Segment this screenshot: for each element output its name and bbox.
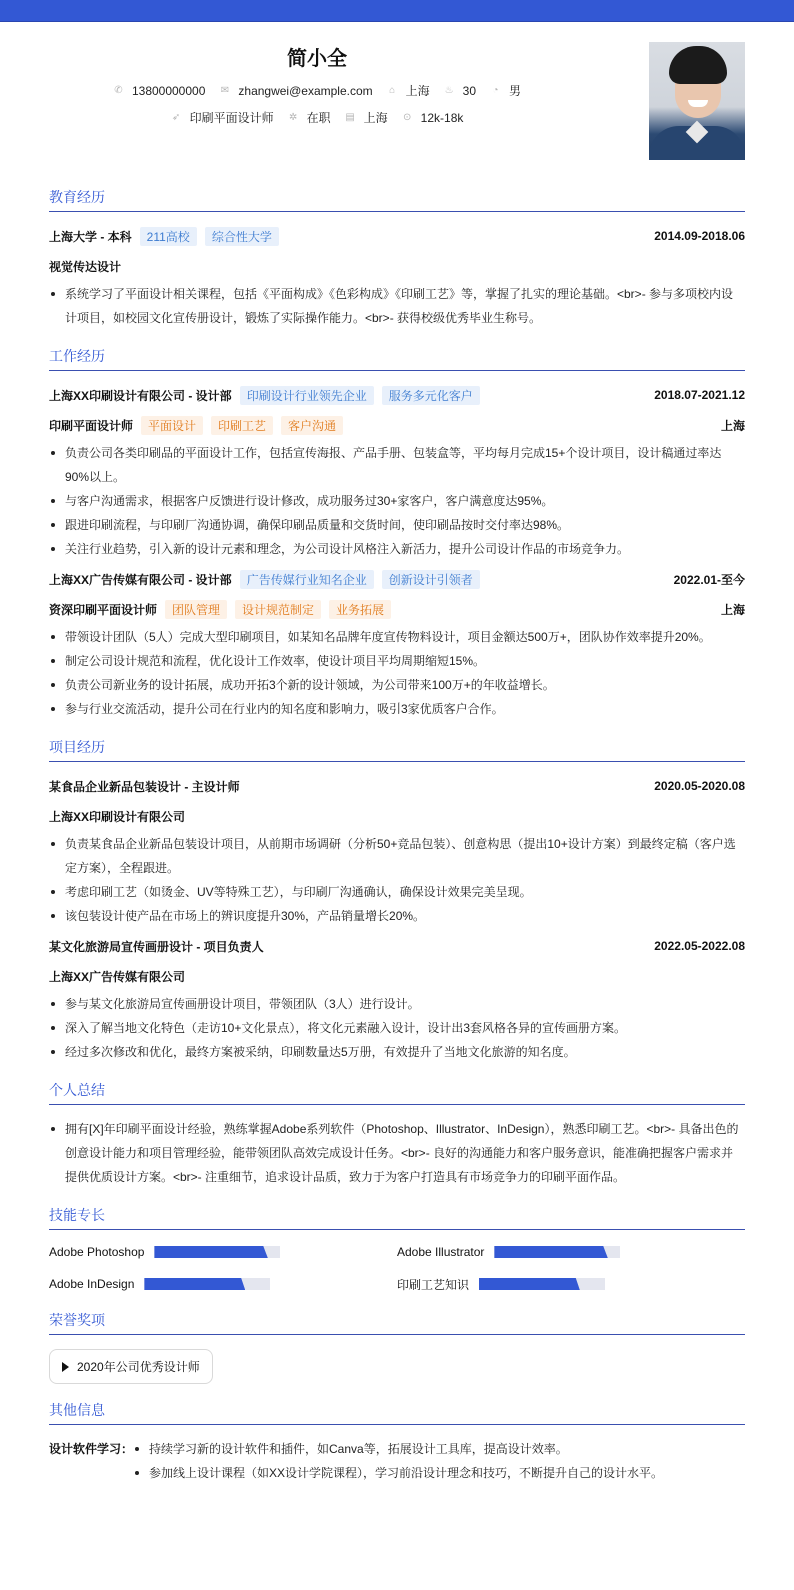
- skill-bar: [154, 1246, 280, 1258]
- skill-bar-fill: [479, 1278, 580, 1290]
- summary-section: [49, 1080, 745, 1189]
- project-company: 上海XX广告传媒有限公司: [49, 969, 186, 984]
- education-major-row: [49, 254, 745, 278]
- position-tag: 印刷工艺: [211, 416, 273, 435]
- building-icon: ▤: [345, 112, 355, 123]
- top-accent-bar: [0, 0, 794, 22]
- work-bullets: [49, 625, 745, 721]
- phone-icon: ✆: [114, 85, 123, 96]
- skill-bar: [479, 1278, 605, 1290]
- work-company-row: [49, 383, 745, 407]
- project-company: 上海XX印刷设计有限公司: [49, 809, 186, 824]
- skill-name: Adobe Illustrator: [397, 1245, 485, 1259]
- section-title-work: 工作经历: [49, 346, 745, 371]
- list-item: 该包装设计使产品在市场上的辨识度提升30%，产品销量增长20%。: [49, 904, 745, 928]
- project-name-row: [49, 774, 745, 798]
- skill-bar: [144, 1278, 270, 1290]
- position-tag: 团队管理: [165, 600, 227, 619]
- list-item: 拥有[X]年印刷平面设计经验，熟练掌握Adobe系列软件（Photoshop、Illustrator、InDesign），熟悉印刷工艺。<br>- 具备出色的创意设计能力和项目管理经验，能带领团队高效完成设计任务。<br>- 良好的沟通能力和客户服务意识，能准确把握客户需求并提供优质设计方案。<br>- 注重细节，追求设计品质，致力于为客户打造具有市场竞争力的印刷平面作品。: [49, 1117, 745, 1189]
- company-tag: 服务多元化客户: [382, 386, 480, 405]
- award-item[interactable]: [49, 1349, 213, 1384]
- contact-row: [49, 82, 585, 99]
- skill-item: [49, 1242, 397, 1262]
- avatar-photo: [649, 42, 745, 160]
- status-value: 在职: [306, 111, 331, 125]
- list-item: 带领设计团队（5人）完成大型印刷项目，如某知名品牌年度宣传物料设计，项目金额达500万+，团队协作效率提升20%。: [49, 625, 745, 649]
- section-title-other: 其他信息: [49, 1400, 745, 1425]
- skill-item: [397, 1242, 745, 1262]
- project-entry: [49, 934, 745, 1064]
- work-position-row: [49, 413, 745, 437]
- company-tag: 印刷设计行业领先企业: [240, 386, 374, 405]
- list-item: 关注行业趋势，引入新的设计元素和理念，为公司设计风格注入新活力，提升公司设计作品的市场竞争力。: [49, 537, 745, 561]
- contact-city: [387, 82, 430, 99]
- skills-grid: [49, 1242, 745, 1294]
- section-title-projects: 项目经历: [49, 737, 745, 762]
- major-name: 视觉传达设计: [49, 259, 122, 274]
- other-info-row: [49, 1437, 745, 1485]
- award-label: 2020年公司优秀设计师: [77, 1360, 200, 1374]
- work-entry: [49, 567, 745, 721]
- send-icon: ➶: [171, 112, 181, 123]
- resume-header: [49, 22, 745, 187]
- triangle-right-icon: [62, 1362, 69, 1372]
- project-date: 2022.05-2022.08: [654, 939, 745, 953]
- work-company-row: [49, 567, 745, 591]
- project-name: 某文化旅游局宣传画册设计 - 项目负责人: [49, 939, 264, 954]
- list-item: 与客户沟通需求，根据客户反馈进行设计修改，成功服务过30+家客户，客户满意度达95%。: [49, 489, 745, 513]
- projects-section: [49, 737, 745, 1064]
- list-item: 参与某文化旅游局宣传画册设计项目，带领团队（3人）进行设计。: [49, 992, 745, 1016]
- project-company-row: [49, 804, 745, 828]
- position-name: 资深印刷平面设计师: [49, 602, 158, 617]
- company-name: 上海XX印刷设计有限公司 - 设计部: [49, 388, 232, 403]
- contact-email: [219, 84, 372, 98]
- job-intent-row: [49, 109, 585, 126]
- intent-status: [288, 109, 331, 126]
- skill-item: [397, 1274, 745, 1294]
- other-section: [49, 1400, 745, 1485]
- position-tag: 业务拓展: [329, 600, 391, 619]
- city-value: 上海: [405, 84, 430, 98]
- cake-icon: ♨: [444, 85, 454, 96]
- list-item: 深入了解当地文化特色（走访10+文化景点），将文化元素融入设计，设计出3套风格各异的宣传画册方案。: [49, 1016, 745, 1040]
- list-item: 负责公司新业务的设计拓展，成功开拓3个新的设计领域，为公司带来100万+的年收益增长。: [49, 673, 745, 697]
- summary-bullets: [49, 1117, 745, 1189]
- project-name: 某食品企业新品包装设计 - 主设计师: [49, 779, 240, 794]
- work-location: 上海: [720, 418, 745, 433]
- status-icon: ✲: [288, 112, 298, 123]
- awards-section: [49, 1310, 745, 1384]
- list-item: 跟进印刷流程，与印刷厂沟通协调，确保印刷品质量和交货时间，使印刷品按时交付率达98%。: [49, 513, 745, 537]
- list-item: 制定公司设计规范和流程，优化设计工作效率，使设计项目平均周期缩短15%。: [49, 649, 745, 673]
- project-date: 2020.05-2020.08: [654, 779, 745, 793]
- candidate-name: 简小全: [287, 48, 347, 70]
- school-tag: 综合性大学: [205, 227, 279, 246]
- list-item: 负责某食品企业新品包装设计项目，从前期市场调研（分析50+竞品包装）、创意构思（提出10+设计方案）到最终定稿（客户选定方案），全程跟进。: [49, 832, 745, 880]
- email-value: zhangwei@example.com: [238, 83, 373, 98]
- skill-bar: [494, 1246, 620, 1258]
- salary-icon: ⊙: [402, 112, 412, 123]
- section-title-summary: 个人总结: [49, 1080, 745, 1105]
- school-name: 上海大学 - 本科: [49, 229, 132, 244]
- education-school-row: [49, 224, 745, 248]
- work-date: 2022.01-至今: [673, 572, 745, 587]
- education-bullets: [49, 282, 745, 330]
- skill-name: 印刷工艺知识: [397, 1277, 470, 1292]
- work-bullets: [49, 441, 745, 561]
- position-tag: 客户沟通: [281, 416, 343, 435]
- work-entry: [49, 383, 745, 561]
- company-tag: 创新设计引领者: [382, 570, 480, 589]
- position-tag: 平面设计: [141, 416, 203, 435]
- list-item: 系统学习了平面设计相关课程，包括《平面构成》《色彩构成》《印刷工艺》等，掌握了扎实的理论基础。<br>- 参与多项校内设计项目，如校园文化宣传册设计，锻炼了实际操作能力。<br>- 获得校级优秀毕业生称号。: [49, 282, 745, 330]
- project-name-row: [49, 934, 745, 958]
- education-date: 2014.09-2018.06: [654, 229, 745, 243]
- intent-city-value: 上海: [363, 111, 388, 125]
- list-item: 参与行业交流活动，提升公司在行业内的知名度和影响力，吸引3家优质客户合作。: [49, 697, 745, 721]
- position-tag: 设计规范制定: [235, 600, 321, 619]
- work-section: [49, 346, 745, 721]
- phone-value: 13800000000: [131, 83, 206, 98]
- home-icon: ⌂: [389, 85, 396, 96]
- work-position-row: [49, 597, 745, 621]
- school-tag: 211高校: [140, 227, 197, 246]
- position-name: 印刷平面设计师: [49, 418, 134, 433]
- skill-name: Adobe InDesign: [49, 1277, 135, 1291]
- project-bullets: [49, 992, 745, 1064]
- section-title-education: 教育经历: [49, 187, 745, 212]
- skill-bar-fill: [154, 1246, 267, 1258]
- resume-page: [0, 22, 794, 1509]
- list-item: 参加线上设计课程（如XX设计学院课程），学习前沿设计理念和技巧，不断提升自己的设计水平。: [133, 1461, 663, 1485]
- contact-age: [444, 84, 476, 98]
- intent-city: [345, 109, 388, 126]
- list-item: 考虑印刷工艺（如烫金、UV等特殊工艺），与印刷厂沟通确认，确保设计效果完美呈现。: [49, 880, 745, 904]
- project-entry: [49, 774, 745, 928]
- section-title-awards: 荣誉奖项: [49, 1310, 745, 1335]
- intent-salary: [402, 111, 464, 125]
- work-date: 2018.07-2021.12: [654, 388, 745, 402]
- company-name: 上海XX广告传媒有限公司 - 设计部: [49, 572, 232, 587]
- gender-icon: ◔: [492, 85, 499, 96]
- education-section: [49, 187, 745, 330]
- project-company-row: [49, 964, 745, 988]
- contact-phone: [113, 84, 205, 98]
- intent-position: [171, 109, 274, 126]
- skill-item: [49, 1274, 397, 1294]
- contact-gender: [490, 82, 521, 99]
- list-item: 经过多次修改和优化，最终方案被采纳，印刷数量达5万册，有效提升了当地文化旅游的知名度。: [49, 1040, 745, 1064]
- mail-icon: ✉: [220, 85, 230, 96]
- age-value: 30: [462, 83, 477, 98]
- photo-hair: [669, 46, 727, 84]
- skill-name: Adobe Photoshop: [49, 1245, 145, 1259]
- project-bullets: [49, 832, 745, 928]
- list-item: 负责公司各类印刷品的平面设计工作，包括宣传海报、产品手册、包装盒等，平均每月完成15+个设计项目，设计稿通过率达90%以上。: [49, 441, 745, 489]
- position-value: 印刷平面设计师: [189, 111, 274, 125]
- section-title-skills: 技能专长: [49, 1205, 745, 1230]
- list-item: 持续学习新的设计软件和插件，如Canva等，拓展设计工具库，提高设计效率。: [133, 1437, 663, 1461]
- skill-bar-fill: [494, 1246, 607, 1258]
- salary-value: 12k-18k: [420, 110, 464, 125]
- company-tag: 广告传媒行业知名企业: [240, 570, 374, 589]
- other-info-label: 设计软件学习：: [49, 1442, 134, 1456]
- other-bullets: [133, 1437, 663, 1485]
- gender-value: 男: [509, 84, 522, 98]
- skill-bar-fill: [144, 1278, 245, 1290]
- work-location: 上海: [720, 602, 745, 617]
- skills-section: [49, 1205, 745, 1294]
